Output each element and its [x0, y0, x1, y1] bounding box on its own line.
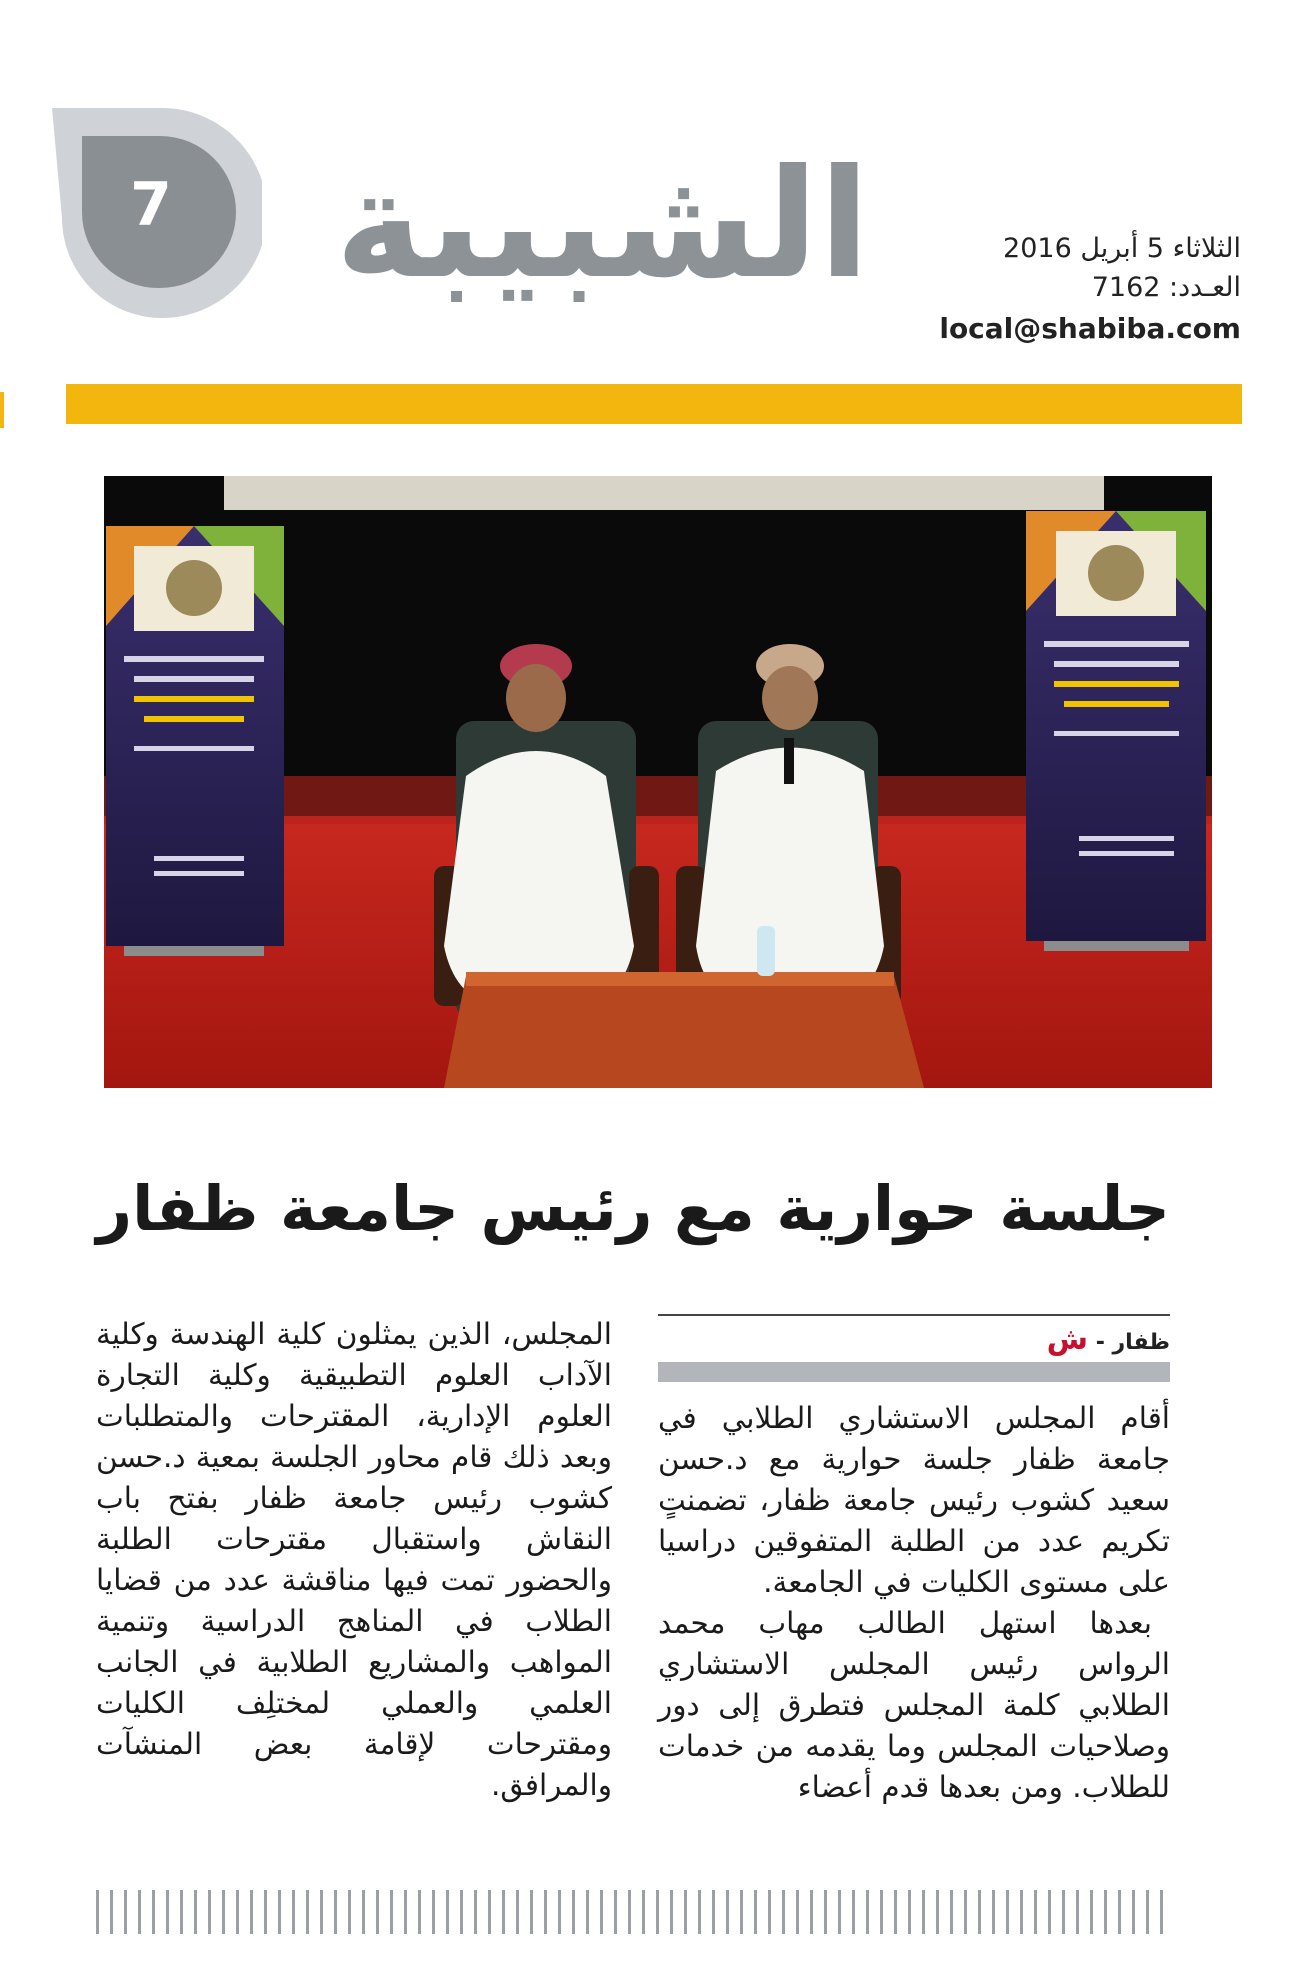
barcode-bar [558, 1890, 561, 1934]
barcode-bar [194, 1890, 197, 1934]
barcode-bar [824, 1890, 827, 1934]
barcode-bar [796, 1890, 799, 1934]
article-photo [104, 476, 1212, 1088]
barcode-bar [670, 1890, 673, 1934]
barcode-bar [152, 1890, 155, 1934]
barcode-bar [530, 1890, 533, 1934]
barcode-bar [348, 1890, 351, 1934]
dateline [658, 1322, 1170, 1357]
barcode-bar [894, 1890, 897, 1934]
barcode-bar [460, 1890, 463, 1934]
barcode-bar [236, 1890, 239, 1934]
barcode-bar [334, 1890, 337, 1934]
barcode-bar [838, 1890, 841, 1934]
barcode-bar [306, 1890, 309, 1934]
barcode-bar [208, 1890, 211, 1934]
header-rule [66, 384, 1242, 424]
barcode-bar [320, 1890, 323, 1934]
barcode-bar [502, 1890, 505, 1934]
barcode-bar [1020, 1890, 1023, 1934]
page-number: 7 [130, 170, 172, 240]
barcode-bar [740, 1890, 743, 1934]
barcode-bar [754, 1890, 757, 1934]
barcode-bar [1146, 1890, 1149, 1934]
barcode-bar [698, 1890, 701, 1934]
dateline-mark: ش [1046, 1322, 1089, 1357]
barcode-bar [726, 1890, 729, 1934]
barcode-bar [1048, 1890, 1051, 1934]
article-paragraph: المجلس، الذين يمثلون كلية الهندسة وكلية الآداب العلوم التطبيقية وكلية التجارة العلوم الإدارية، المقترحات والمتطلبات وبعد ذلك قام محاور الجلسة بمعية د.حسن كشوب رئيس جامعة ظفار بفتح باب النقاش واستقبال مقترحات الطلبة والحضور تمت فيها مناقشة عدد من قضايا الطلاب في المناهج الدراسية وتنمية المواهب والمشاريع الطلابية في الجانب العلمي والعملي لمختلِف الكليات ومقترحات لإقامة بعض المنشآت والمرافق. [96, 1317, 612, 1802]
barcode-bar [292, 1890, 295, 1934]
barcode-bar [642, 1890, 645, 1934]
barcode-bar [376, 1890, 379, 1934]
barcode-bar [124, 1890, 127, 1934]
barcode-bar [488, 1890, 491, 1934]
barcode-bar [404, 1890, 407, 1934]
barcode-bar [1034, 1890, 1037, 1934]
article-headline: جلسة حوارية مع رئيس جامعة ظفار [96, 1172, 1170, 1245]
barcode-bar [138, 1890, 141, 1934]
barcode-bar [1160, 1890, 1163, 1934]
barcode-bar [1062, 1890, 1065, 1934]
left-banner [106, 526, 284, 956]
barcode-bar [432, 1890, 435, 1934]
barcode-bar [390, 1890, 393, 1934]
barcode-bar [1132, 1890, 1135, 1934]
barcode-bar [516, 1890, 519, 1934]
article-column-right [658, 1398, 1170, 1808]
article-paragraph: بعدها استهل الطالب مهاب محمد الرواس رئيس المجلس الاستشاري الطلابي كلمة المجلس فتطرق إلى دور وصلاحيات المجلس وما يقدمه من خدمات للطلاب. ومن بعدها قدم أعضاء [658, 1606, 1170, 1804]
contact-email[interactable]: local@shabiba.com [939, 312, 1241, 345]
right-banner [1026, 511, 1206, 951]
issue-date: الثلاثاء 5 أبريل 2016 [1003, 233, 1241, 264]
barcode-bar [684, 1890, 687, 1934]
barcode-bar [264, 1890, 267, 1934]
barcode-bar [880, 1890, 883, 1934]
barcode-bar [936, 1890, 939, 1934]
barcode-bar [544, 1890, 547, 1934]
barcode-bar [222, 1890, 225, 1934]
barcode-bar [950, 1890, 953, 1934]
barcode-bar [1006, 1890, 1009, 1934]
footer-barcode [96, 1890, 1172, 1934]
barcode-bar [964, 1890, 967, 1934]
barcode-bar [1076, 1890, 1079, 1934]
barcode-bar [614, 1890, 617, 1934]
barcode-bar [1118, 1890, 1121, 1934]
barcode-bar [810, 1890, 813, 1934]
barcode-bar [908, 1890, 911, 1934]
barcode-bar [656, 1890, 659, 1934]
barcode-bar [782, 1890, 785, 1934]
barcode-bar [852, 1890, 855, 1934]
barcode-bar [96, 1890, 99, 1934]
article-column-left [96, 1314, 612, 1806]
barcode-bar [110, 1890, 113, 1934]
edge-mark [0, 392, 4, 428]
barcode-bar [474, 1890, 477, 1934]
barcode-bar [1104, 1890, 1107, 1934]
barcode-bar [250, 1890, 253, 1934]
barcode-bar [180, 1890, 183, 1934]
column-gray-bar [658, 1362, 1170, 1382]
barcode-bar [362, 1890, 365, 1934]
barcode-bar [446, 1890, 449, 1934]
newspaper-logo: الشبيبة [334, 138, 870, 312]
barcode-bar [586, 1890, 589, 1934]
barcode-bar [572, 1890, 575, 1934]
column-rule [658, 1314, 1170, 1316]
dateline-place: ظفار - [1088, 1330, 1170, 1355]
barcode-bar [166, 1890, 169, 1934]
barcode-bar [866, 1890, 869, 1934]
barcode-bar [1090, 1890, 1093, 1934]
barcode-bar [278, 1890, 281, 1934]
barcode-bar [628, 1890, 631, 1934]
issue-number: العـدد: 7162 [1091, 272, 1241, 303]
barcode-bar [922, 1890, 925, 1934]
barcode-bar [600, 1890, 603, 1934]
barcode-bar [992, 1890, 995, 1934]
barcode-bar [418, 1890, 421, 1934]
barcode-bar [712, 1890, 715, 1934]
barcode-bar [768, 1890, 771, 1934]
barcode-bar [978, 1890, 981, 1934]
article-paragraph: أقام المجلس الاستشاري الطلابي في جامعة ظفار جلسة حوارية مع د.حسن سعيد كشوب رئيس جامعة ظفار، تضمنتٍ تكريم عدد من الطلبة المتفوقين دراسيا على مستوى الكليات في الجامعة. [658, 1401, 1170, 1599]
